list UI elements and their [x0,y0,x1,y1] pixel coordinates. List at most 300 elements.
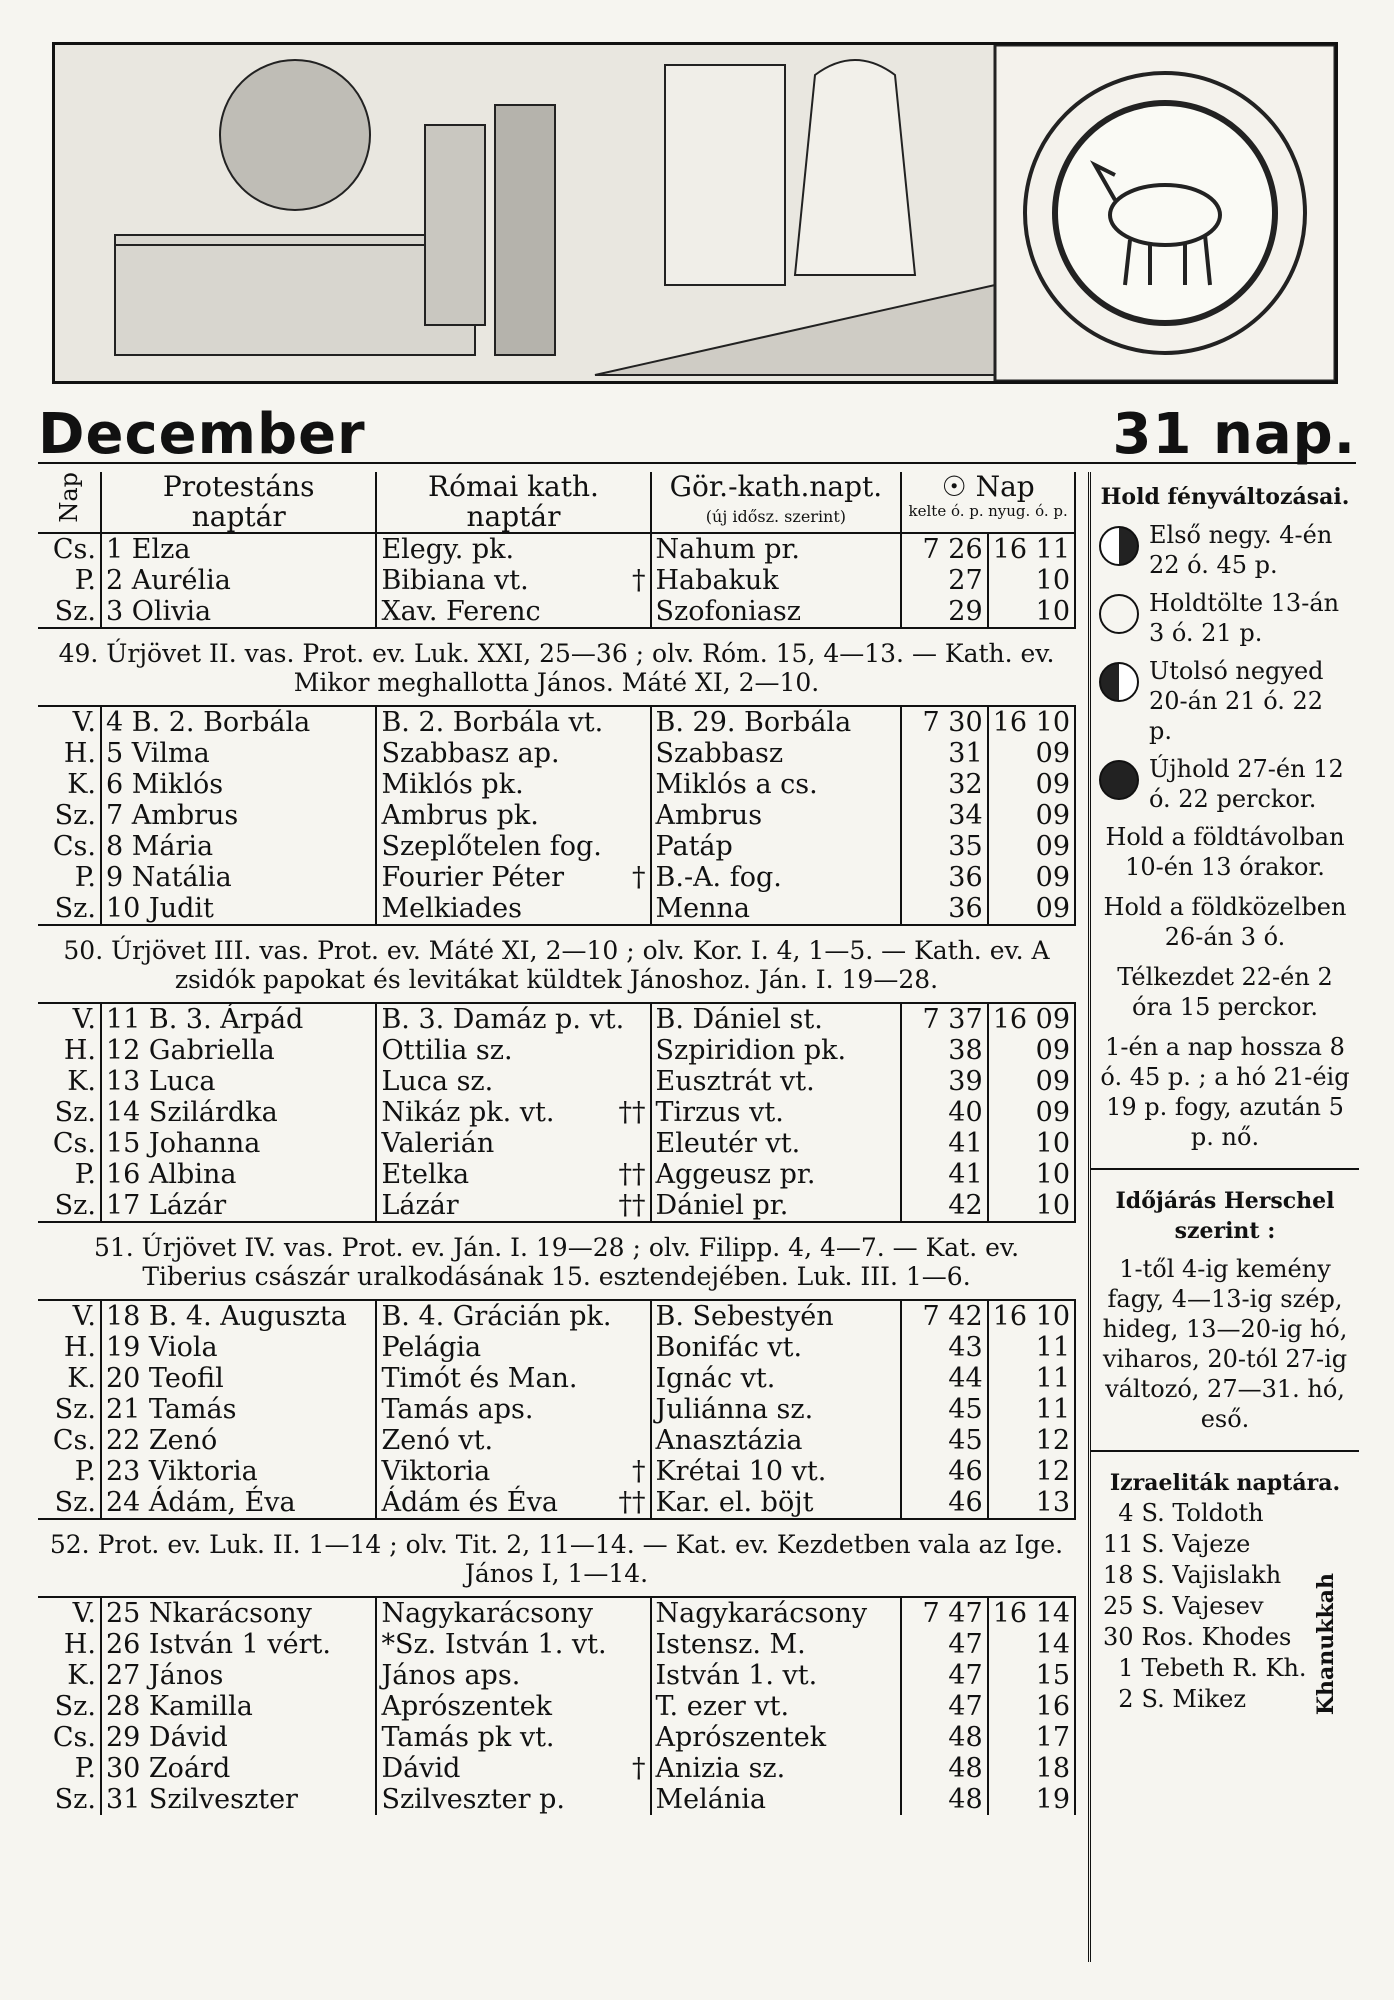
table-row [38,800,1075,831]
sidebar [1088,472,1359,1962]
rom-cell [376,738,650,769]
gor-cell: Anasztázia [651,1425,902,1456]
gor-cell: Szabbasz [651,738,902,769]
gor-cell: Krétai 10 vt. [651,1456,902,1487]
sunset-cell: 10 [988,596,1075,628]
isr-event: Tebeth R. Kh. [1141,1654,1307,1682]
sunset-cell: 09 [988,862,1075,893]
gor-cell: T. ezer vt. [651,1691,902,1722]
sunrise-cell: 39 [901,1066,987,1097]
sunrise-cell: 7 30 [901,706,987,738]
gor-cell: Anizia sz. [651,1753,902,1784]
rom-cell [376,596,650,628]
sunrise-cell: 7 26 [901,533,987,565]
prot-cell: 22 Zenó [101,1425,376,1456]
rom-name: Ottilia sz. [381,1035,513,1066]
gor-cell: Eleutér vt. [651,1128,902,1159]
isr-day: 4 [1118,1499,1134,1527]
apogee-text: Hold a földtávolban 10-én 13 órakor. [1105,823,1345,881]
isr-event: S. Vajislakh [1141,1561,1282,1589]
rom-name: Szilveszter p. [381,1784,565,1815]
moon-phase-text: Első negy. 4-én 22 ó. 45 p. [1149,521,1333,579]
rom-name: János aps. [381,1660,521,1691]
new-moon-icon [1099,760,1139,800]
table-row [38,1363,1075,1394]
gor-cell: István 1. vt. [651,1660,902,1691]
rom-name: Tamás pk vt. [381,1722,555,1753]
isr-row [1099,1684,1311,1715]
prot-cell: 6 Miklós [101,769,376,800]
khanukkah-label: Khanukkah [1312,1572,1339,1715]
moon-phase [1099,520,1351,580]
col-nyug: nyug. ó. p. [988,502,1068,520]
rom-name: Fourier Péter [381,862,565,893]
rom-cell [376,1425,650,1456]
day-cell: P. [74,1159,96,1190]
rom-cell [376,862,650,893]
sun-icon: ☉ [941,470,967,503]
isr-row [1099,1498,1311,1529]
day-cell: K. [67,1066,96,1097]
prot-cell: 9 Natália [101,862,376,893]
rom-name: Nikáz pk. vt. [381,1097,555,1128]
gor-cell: Szofoniasz [651,596,902,628]
day-cell: K. [67,769,96,800]
gor-cell: Bonifác vt. [651,1332,902,1363]
moon-title: Hold fényváltozásai. [1100,484,1350,510]
rom-cell [376,1629,650,1660]
sunrise-cell: 45 [901,1425,987,1456]
gor-cell: B.-A. fog. [651,862,902,893]
day-cell: H. [63,738,96,769]
week-note-row [38,925,1075,1003]
rom-cell [376,800,650,831]
week-note: 51. Úrjövet IV. vas. Prot. ev. Ján. I. 19—28 ; olv. Filipp. 4, 4—7. — Kat. ev. Tiberius császár uralkodásának 15. esztendejében. Luk. III. 1—6. [38,1222,1075,1300]
header-illustration [52,42,1338,384]
day-cell: Sz. [54,800,96,831]
table-row [38,893,1075,925]
col-gor-sub: (új idősz. szerint) [705,507,847,526]
col-prot: Protestáns naptár [101,472,376,533]
rom-name: Bibiana vt. [381,565,529,596]
sunrise-cell: 41 [901,1159,987,1190]
prot-cell: 25 Nkarácsony [101,1597,376,1629]
day-cell: P. [74,862,96,893]
gor-cell: Aprószentek [651,1722,902,1753]
rom-cell [376,893,650,925]
prot-cell: 14 Szilárdka [101,1097,376,1128]
sunset-cell: 16 10 [988,706,1075,738]
sunset-cell: 14 [988,1629,1075,1660]
rom-cell [376,1394,650,1425]
prot-cell: 1 Elza [101,533,376,565]
sunset-cell: 11 [988,1363,1075,1394]
rom-cell [376,1753,650,1784]
isr-row [1099,1653,1311,1684]
sunrise-cell: 7 47 [901,1597,987,1629]
gor-cell: Kar. el. böjt [651,1487,902,1519]
prot-cell: 16 Albina [101,1159,376,1190]
table-row [38,1629,1075,1660]
sunrise-cell: 7 37 [901,1003,987,1035]
table-row [38,1035,1075,1066]
sunset-cell: 09 [988,893,1075,925]
rom-cell [376,1003,650,1035]
prot-cell: 23 Viktoria [101,1456,376,1487]
day-cell: Sz. [54,596,96,627]
gor-cell: Ignác vt. [651,1363,902,1394]
gor-cell: B. Sebestyén [651,1300,902,1332]
rom-name: Nagykarácsony [381,1598,594,1629]
prot-cell: 3 Olivia [101,596,376,628]
sunset-cell: 10 [988,1190,1075,1222]
rom-cell [376,1784,650,1815]
full-moon-icon [1099,594,1139,634]
sunrise-cell: 38 [901,1035,987,1066]
rom-cell [376,533,650,565]
gor-cell: B. Dániel st. [651,1003,902,1035]
day-cell: P. [74,565,96,596]
prot-cell: 7 Ambrus [101,800,376,831]
prot-cell: 28 Kamilla [101,1691,376,1722]
day-cell: P. [74,1753,96,1784]
isr-event: S. Toldoth [1141,1499,1264,1527]
sunset-cell: 16 14 [988,1597,1075,1629]
sunrise-cell: 7 42 [901,1300,987,1332]
rom-name: Miklós pk. [381,769,524,800]
sunrise-cell: 48 [901,1753,987,1784]
day-cell: Sz. [54,1190,96,1221]
moon-phase [1099,588,1351,648]
rom-cell [376,1066,650,1097]
isr-row [1099,1529,1311,1560]
sunset-cell: 11 [988,1332,1075,1363]
gor-cell: Szpiridion pk. [651,1035,902,1066]
isr-day: 25 [1103,1592,1134,1620]
prot-cell: 15 Johanna [101,1128,376,1159]
moon-phase-text: Újhold 27-én 12 ó. 22 perckor. [1149,755,1344,813]
col-sun: ☉ Nap [941,470,1035,503]
week-note: 52. Prot. ev. Luk. II. 1—14 ; olv. Tit. 2, 11—14. — Kat. ev. Kezdetben vala az Ige. János I, 1—14. [38,1519,1075,1597]
rom-name: B. 4. Grácián pk. [381,1301,612,1332]
rom-name: B. 2. Borbála vt. [381,707,604,738]
gor-cell: Nagykarácsony [651,1597,902,1629]
rom-cell [376,1332,650,1363]
table-row [38,1753,1075,1784]
isr-title: Izraeliták naptára. [1109,1470,1341,1496]
col-gor: Gör.-kath.napt. [669,470,883,503]
sunset-cell: 13 [988,1487,1075,1519]
isr-row [1099,1560,1311,1591]
rom-name: Zenó vt. [381,1425,494,1456]
rom-name: Etelka [381,1159,470,1190]
rom-cell [376,706,650,738]
prot-cell: 31 Szilveszter [101,1784,376,1815]
sunrise-cell: 47 [901,1629,987,1660]
sunrise-cell: 46 [901,1487,987,1519]
day-cell: H. [63,1629,96,1660]
table-row [38,596,1075,628]
sunrise-cell: 47 [901,1691,987,1722]
sunset-cell: 10 [988,565,1075,596]
sunset-cell: 16 10 [988,1300,1075,1332]
isr-event: S. Mikez [1141,1685,1247,1713]
isr-event: S. Vajeze [1141,1530,1251,1558]
gor-cell: Ambrus [651,800,902,831]
cross-mark: †† [618,1190,646,1221]
isr-row [1099,1591,1311,1622]
table-row [38,1066,1075,1097]
day-cell: Cs. [52,1722,96,1753]
isr-day: 18 [1103,1561,1134,1589]
rom-cell [376,1035,650,1066]
rom-name: Szabbasz ap. [381,738,560,769]
moon-phase-text: Utolsó negyed 20-án 21 ó. 22 p. [1149,657,1324,745]
cross-mark: † [632,862,646,893]
sunset-cell: 17 [988,1722,1075,1753]
cross-mark: †† [618,1487,646,1518]
prot-cell: 2 Aurélia [101,565,376,596]
sunset-cell: 12 [988,1456,1075,1487]
rom-cell [376,565,650,596]
sunset-cell: 10 [988,1159,1075,1190]
cross-mark: †† [618,1159,646,1190]
day-cell: Sz. [54,1487,96,1518]
prot-cell: 20 Teofil [101,1363,376,1394]
rom-cell [376,1128,650,1159]
gor-cell: Aggeusz pr. [651,1159,902,1190]
day-cell: Cs. [52,1128,96,1159]
rom-name: Valerián [381,1128,495,1159]
day-cell: H. [63,1332,96,1363]
rom-name: Aprószentek [381,1691,553,1722]
sunrise-cell: 29 [901,596,987,628]
isr-day: 11 [1103,1530,1134,1558]
sunrise-cell: 42 [901,1190,987,1222]
sunrise-cell: 40 [901,1097,987,1128]
prot-cell: 5 Vilma [101,738,376,769]
day-cell: V. [38,706,101,738]
sunrise-cell: 48 [901,1784,987,1815]
day-cell: Sz. [54,1394,96,1425]
gor-cell: Istensz. M. [651,1629,902,1660]
isr-day: 30 [1103,1623,1134,1651]
sunset-cell: 09 [988,1097,1075,1128]
rom-cell [376,1691,650,1722]
sunrise-cell: 31 [901,738,987,769]
rom-name: Lázár [381,1190,459,1221]
cross-mark: †† [618,1097,646,1128]
rom-name: Viktoria [381,1456,491,1487]
moon-phase [1099,754,1351,814]
col-kelte: kelte ó. p. [908,502,984,520]
sunset-cell: 15 [988,1660,1075,1691]
prot-cell: 18 B. 4. Auguszta [101,1300,376,1332]
rom-name: Szeplőtelen fog. [381,831,602,862]
daylength-text: 1-én a nap hossza 8 ó. 45 p. ; a hó 21-éig 19 p. fogy, azután 5 p. nő. [1100,1033,1350,1151]
sunrise-cell: 36 [901,893,987,925]
rom-name: Luca sz. [381,1066,494,1097]
sunset-cell: 19 [988,1784,1075,1815]
day-cell: Cs. [52,534,96,565]
table-row [38,1487,1075,1519]
sunrise-cell: 46 [901,1456,987,1487]
prot-cell: 17 Lázár [101,1190,376,1222]
cross-mark: † [632,565,646,596]
table-row [38,1300,1075,1332]
sunset-cell: 09 [988,831,1075,862]
gor-cell: Melánia [651,1784,902,1815]
table-row [38,1128,1075,1159]
rom-name: Xav. Ferenc [381,596,541,627]
rom-name: Tamás aps. [381,1394,534,1425]
gor-cell: Tirzus vt. [651,1097,902,1128]
week-note-row [38,1519,1075,1597]
rom-cell [376,1300,650,1332]
rom-cell [376,1190,650,1222]
prot-cell: 8 Mária [101,831,376,862]
col-rom: Római kath. naptár [376,472,650,533]
cross-mark: † [632,1753,646,1784]
prot-cell: 10 Judit [101,893,376,925]
table-row [38,533,1075,565]
sunset-cell: 16 [988,1691,1075,1722]
isr-day: 1 [1118,1654,1134,1682]
gor-cell: Dániel pr. [651,1190,902,1222]
gor-cell: B. 29. Borbála [651,706,902,738]
moon-phase [1099,656,1351,746]
sunset-cell: 16 09 [988,1003,1075,1035]
rom-name: Elegy. pk. [381,534,515,565]
table-row [38,1190,1075,1222]
table-row [38,1394,1075,1425]
day-cell: K. [67,1363,96,1394]
rom-name: Ambrus pk. [381,800,539,831]
table-row [38,1159,1075,1190]
sunrise-cell: 45 [901,1394,987,1425]
sunrise-cell: 36 [901,862,987,893]
rom-cell [376,831,650,862]
rom-cell [376,1722,650,1753]
rom-name: Ádám és Éva [381,1487,558,1518]
prot-cell: 24 Ádám, Éva [101,1487,376,1519]
rom-name: *Sz. István 1. vt. [381,1629,607,1660]
sunset-cell: 09 [988,1066,1075,1097]
sunrise-cell: 35 [901,831,987,862]
sunrise-cell: 34 [901,800,987,831]
table-row [38,565,1075,596]
sunrise-cell: 32 [901,769,987,800]
day-cell: P. [74,1456,96,1487]
gor-cell: Nahum pr. [651,533,902,565]
gor-cell: Miklós a cs. [651,769,902,800]
week-note: 49. Úrjövet II. vas. Prot. ev. Luk. XXI, 25—36 ; olv. Róm. 15, 4—13. — Kath. ev. Mikor meghallotta János. Máté XI, 2—10. [38,628,1075,706]
last-quarter-icon [1099,662,1139,702]
table-row [38,1660,1075,1691]
sunrise-cell: 41 [901,1128,987,1159]
rom-cell [376,1597,650,1629]
sunset-cell: 09 [988,769,1075,800]
prot-cell: 26 István 1 vért. [101,1629,376,1660]
table-row [38,1784,1075,1815]
rom-name: Pelágia [381,1332,482,1363]
calendar-table [38,472,1076,1815]
sunset-cell: 11 [988,1394,1075,1425]
sunrise-cell: 48 [901,1722,987,1753]
rom-name: Dávid [381,1753,461,1784]
sunset-cell: 09 [988,800,1075,831]
cross-mark: † [632,1456,646,1487]
calendar-main [38,472,1076,1815]
rom-cell [376,1660,650,1691]
gor-cell: Menna [651,893,902,925]
table-row [38,1691,1075,1722]
first-quarter-icon [1099,526,1139,566]
month-title: December [38,402,366,467]
moon-phase-text: Holdtölte 13-án 3 ó. 21 p. [1149,589,1340,647]
day-cell: Sz. [54,1784,96,1815]
day-cell: V. [38,1003,101,1035]
sunset-cell: 09 [988,1035,1075,1066]
prot-cell: 12 Gabriella [101,1035,376,1066]
day-cell: Cs. [52,831,96,862]
sunset-cell: 16 11 [988,533,1075,565]
isr-row [1099,1622,1311,1653]
prot-cell: 30 Zoárd [101,1753,376,1784]
perigee-text: Hold a földközelben 26-án 3 ó. [1103,893,1347,951]
isr-event: S. Vajesev [1141,1592,1264,1620]
day-cell: H. [63,1035,96,1066]
table-row [38,831,1075,862]
sunrise-cell: 43 [901,1332,987,1363]
prot-cell: 13 Luca [101,1066,376,1097]
sunrise-cell: 27 [901,565,987,596]
prot-cell: 27 János [101,1660,376,1691]
isr-table [1099,1498,1311,1715]
week-note: 50. Úrjövet III. vas. Prot. ev. Máté XI, 2—10 ; olv. Kor. I. 4, 1—5. — Kath. ev. A zsidók papokat és levitákat küldtek Jánoshoz. Ján. I. 19—28. [38,925,1075,1003]
prot-cell: 4 B. 2. Borbála [101,706,376,738]
table-row [38,1425,1075,1456]
table-row [38,862,1075,893]
day-cell: Sz. [54,893,96,924]
rom-cell [376,1097,650,1128]
weather-text: 1-től 4-ig kemény fagy, 4—13-ig szép, hideg, 13—20-ig hó, viharos, 20-tól 27-ig változó, 27—31. hó, eső. [1102,1255,1348,1433]
prot-cell: 11 B. 3. Árpád [101,1003,376,1035]
day-cell: V. [38,1597,101,1629]
table-row [38,1097,1075,1128]
sunset-cell: 12 [988,1425,1075,1456]
sunset-cell: 09 [988,738,1075,769]
table-row [38,706,1075,738]
weather-title: Időjárás Herschel szerint : [1115,1188,1335,1244]
isr-event: Ros. Khodes [1141,1623,1292,1651]
week-note-row [38,1222,1075,1300]
sunset-cell: 18 [988,1753,1075,1784]
sunrise-cell: 47 [901,1660,987,1691]
prot-cell: 19 Viola [101,1332,376,1363]
rom-name: Timót és Man. [381,1363,578,1394]
days-count: 31 nap. [1112,402,1356,467]
gor-cell: Patáp [651,831,902,862]
rom-name: Melkiades [381,893,522,924]
rom-cell [376,1363,650,1394]
gor-cell: Juliánna sz. [651,1394,902,1425]
gor-cell: Eusztrát vt. [651,1066,902,1097]
table-row [38,1456,1075,1487]
table-row [38,738,1075,769]
day-cell: Sz. [54,1097,96,1128]
gor-cell: Habakuk [651,565,902,596]
